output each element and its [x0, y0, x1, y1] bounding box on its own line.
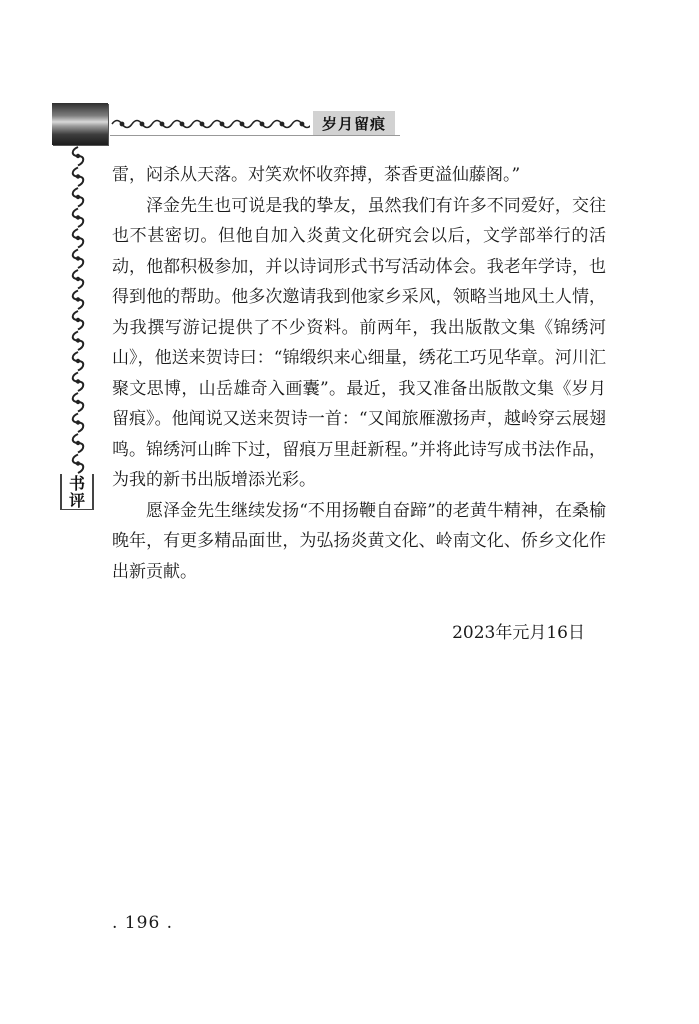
- section-title: 岁月留痕: [313, 111, 395, 135]
- paragraph-1: 雷，闷杀从天落。对笑欢怀收弈搏，茶香更溢仙藤阁。”: [112, 165, 521, 185]
- sidebar-label-char-2: 评: [68, 490, 85, 510]
- article-date: 2023年元月16日: [452, 623, 585, 643]
- paragraph-2: 泽金先生也可说是我的挚友，虽然我们有许多不同爱好，交往也不甚密切。但他自加入炎黄文化研究会以后，文学部举行的活动，他都积极参加，并以诗词形式书写活动体会。我老年学诗，也得到他的帮助。他多次邀请我到他家乡采风，领略当地风土人情，为我撰写游记提供了不少资料。前两年，我出版散文集《锦绣河山》，他送来贺诗曰：“锦缎织来心细量，绣花工巧见华章。河川汇聚文思博，山岳雄奇入画囊”。最近，我又准备出版散文集《岁月留痕》。他闻说又送来贺诗一首：“又闻旅雁激扬声，越岭穿云展翅鸣。锦绣河山眸下过，留痕万里赶新程。”并将此诗写成书法作品，为我的新书出版增添光彩。: [112, 195, 606, 490]
- sidebar-label-char-1: 书: [68, 473, 85, 493]
- header-rule: [110, 135, 400, 136]
- page-number: . 196 .: [112, 913, 174, 933]
- header-ornament-band: [110, 116, 310, 132]
- paragraph-3: 愿泽金先生继续发扬“不用扬鞭自奋蹄”的老黄牛精神，在桑榆晚年，有更多精品面世，为弘扬炎黄文化、岭南文化、侨乡文化作出新贡献。: [112, 500, 606, 582]
- article-body: [112, 160, 606, 587]
- sidebar-label-book-review: [60, 474, 94, 510]
- header-landscape-photo: [52, 103, 108, 145]
- side-ornament-column: [67, 146, 89, 474]
